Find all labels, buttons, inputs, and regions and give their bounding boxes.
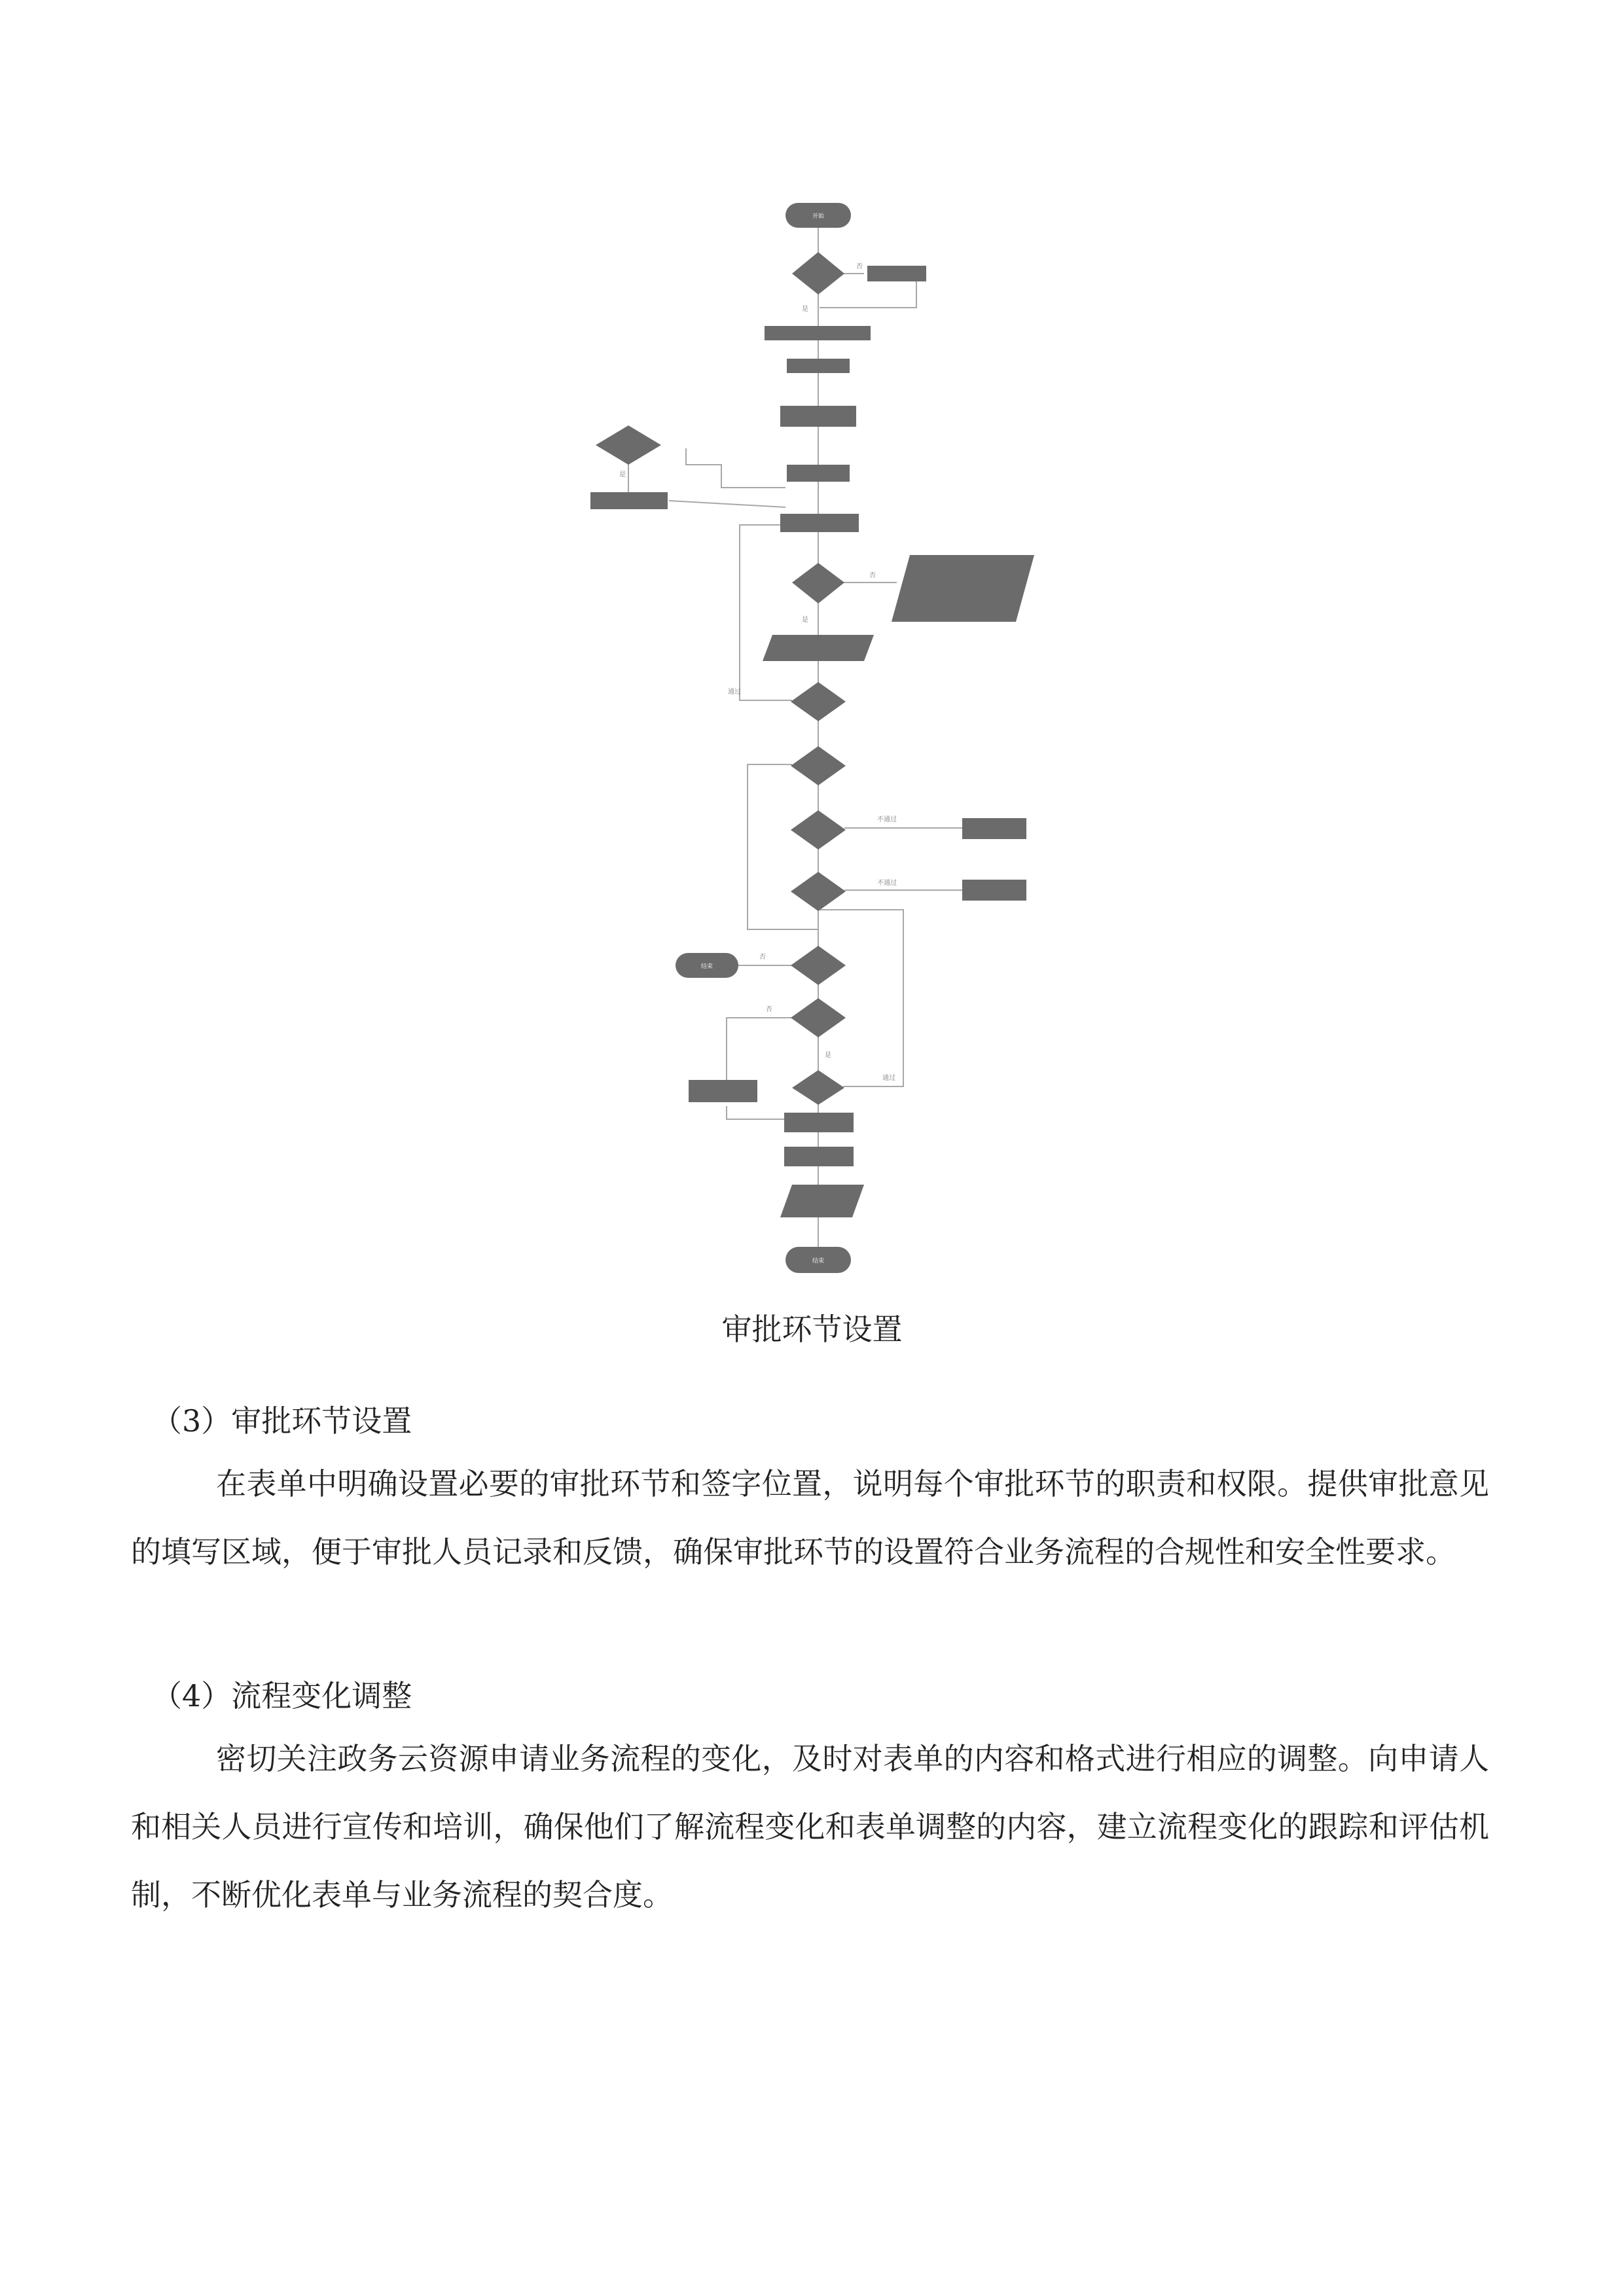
edge-label-2: 是 — [802, 306, 808, 313]
process-node-right-2 — [962, 880, 1026, 901]
decision-node-5 — [791, 810, 846, 850]
edge-label-10: 否 — [766, 1006, 772, 1013]
section-heading-3: （3）审批环节设置 — [152, 1403, 412, 1439]
edge-label-7: 不通过 — [877, 816, 897, 823]
decision-node-1 — [792, 252, 844, 295]
flowchart-diagram — [576, 190, 1060, 1302]
process-node-left — [590, 492, 668, 509]
flowchart-labels — [619, 212, 897, 1265]
process-node-4 — [780, 406, 856, 427]
section-paragraph-3: 在表单中明确设置必要的审批环节和签字位置，说明每个审批环节的职责和权限。提供审批意见的填写区域，便于审批人员记录和反馈，确保审批环节的设置符合业务流程的合规性和安全性要求。 — [131, 1466, 1489, 1570]
decision-node-8 — [791, 998, 846, 1037]
edge-label-5: 否 — [869, 572, 876, 579]
edge-label-1: 否 — [856, 263, 863, 270]
edge-label-4: 通过 — [728, 689, 741, 696]
process-node-2 — [765, 326, 871, 340]
decision-node-9 — [792, 1070, 844, 1105]
edge-label-11: 是 — [825, 1052, 831, 1059]
decision-node-7 — [791, 946, 846, 985]
edge-label-12: 通过 — [882, 1075, 895, 1082]
decision-node-2 — [792, 563, 844, 603]
section-paragraph-4: 密切关注政务云资源申请业务流程的变化，及时对表单的内容和格式进行相应的调整。向申请人和相关人员进行宣传和培训，确保他们了解流程变化和表单调整的内容，建立流程变化的跟踪和评估机制，不断优化表单与业务流程的契合度。 — [131, 1741, 1489, 1912]
decision-node-4 — [791, 746, 846, 785]
flowchart-figure — [576, 190, 1060, 1302]
process-node-6 — [780, 514, 859, 532]
edge-label-6: 是 — [802, 617, 808, 624]
start-label: 开始 — [812, 213, 825, 220]
edge-label-9: 否 — [759, 954, 766, 961]
io-node-3 — [780, 1185, 864, 1217]
end-left-label: 结束 — [700, 963, 713, 970]
section-heading-4: （4）流程变化调整 — [152, 1678, 412, 1713]
edge-label-8: 不通过 — [877, 880, 897, 887]
process-node-right-1 — [962, 818, 1026, 839]
process-node-5 — [787, 465, 850, 482]
decision-node-3 — [791, 682, 846, 721]
process-node-8 — [784, 1147, 854, 1166]
process-node-3 — [787, 359, 850, 373]
decision-node-6 — [791, 872, 846, 911]
process-node-7 — [784, 1113, 854, 1132]
decision-node-left — [596, 425, 661, 465]
figure-caption: 审批环节设置 — [721, 1312, 903, 1347]
flowchart-nodes — [590, 203, 1034, 1273]
process-node-1 — [867, 266, 926, 281]
io-node-2 — [763, 635, 874, 661]
io-node-1 — [892, 555, 1034, 622]
end-label: 结束 — [812, 1258, 825, 1265]
edge-label-3: 是 — [619, 471, 626, 478]
process-node-left-2 — [689, 1080, 757, 1102]
